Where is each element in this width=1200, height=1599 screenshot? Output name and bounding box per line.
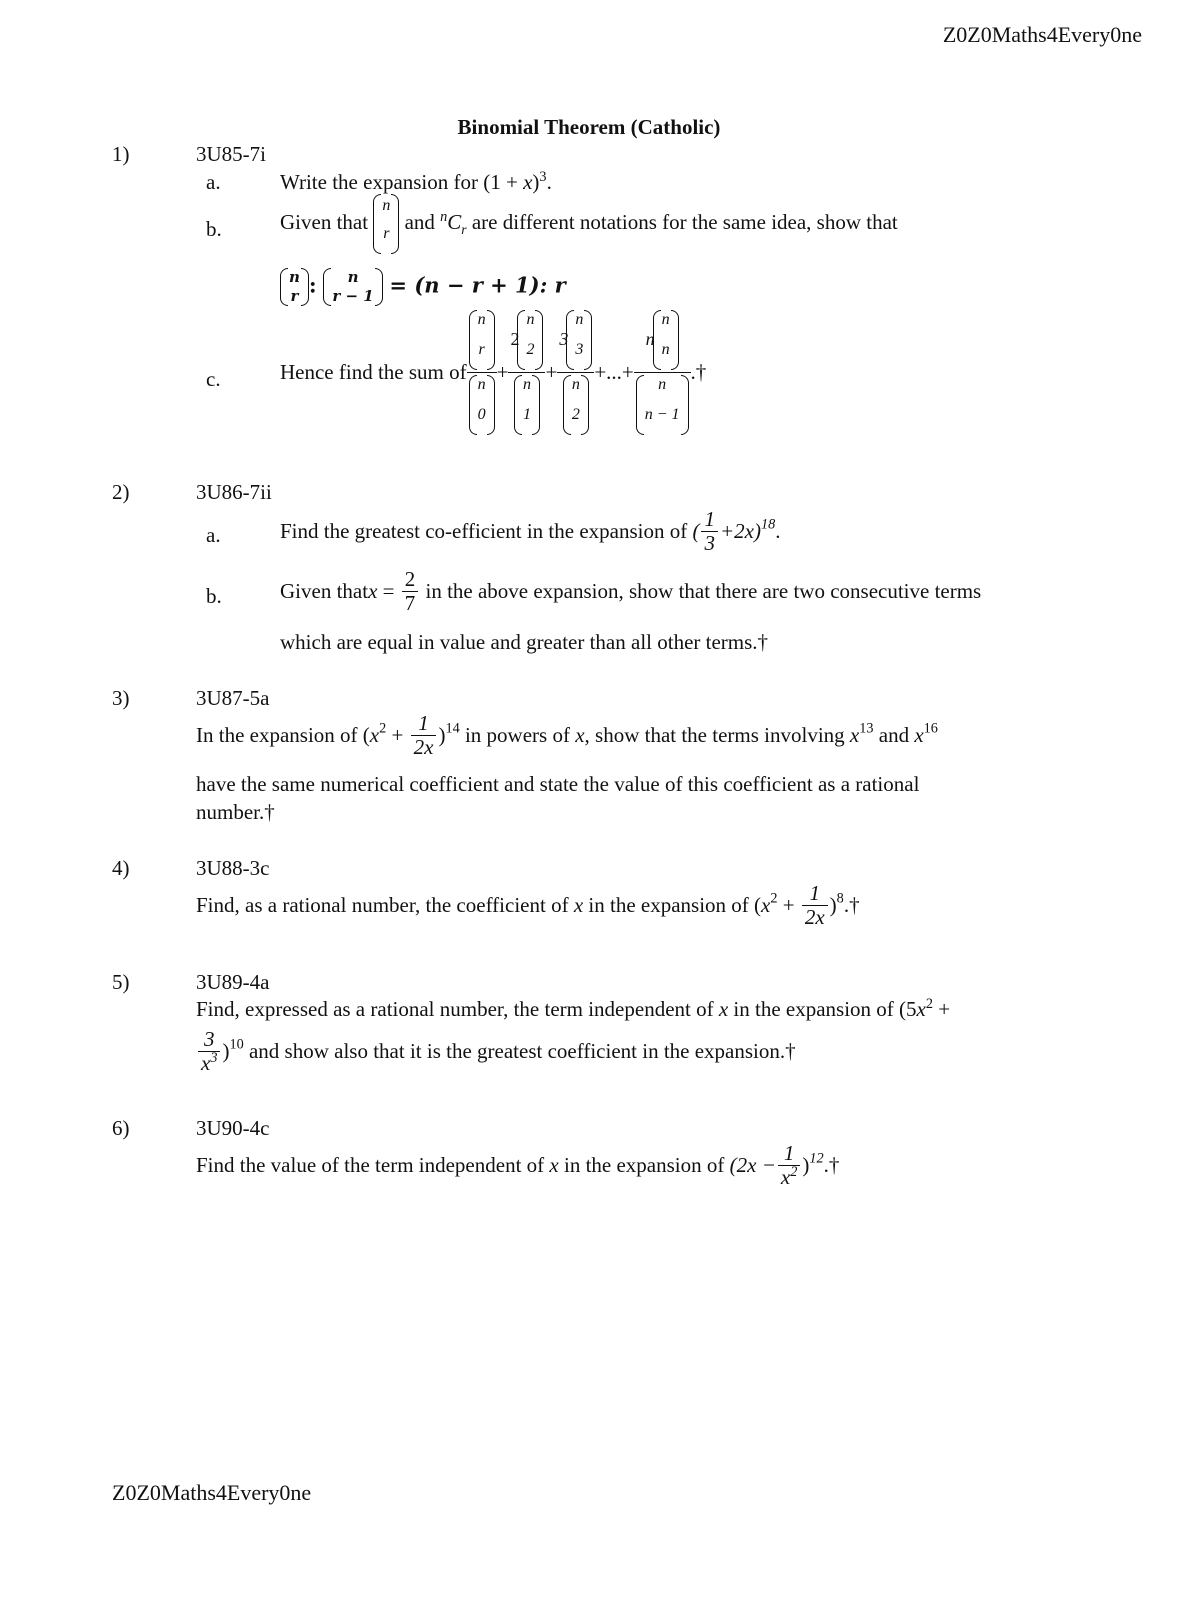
q1-part-b-equation: n r : n r − 1 = (n − r + 1): r [280,268,566,306]
q2-part-a-label: a. [206,523,221,547]
q2-part-a-text: Find the greatest co-efficient in the expansion of ( $\frac{1}{3}$ +2x)$^{18}$. [280,507,781,556]
q5-text-line2: $\frac{3}{x^3}$ )$^{10}$ and show also that it is the greatest coefficient in the expansion.† [196,1028,796,1075]
q1-part-c-label: c. [206,367,221,391]
question-4-number: 4) [112,856,130,880]
question-5-number: 5) [112,970,130,994]
question-3-number: 3) [112,686,130,710]
fraction-3-x3: $\frac{3}{x^3}$ [198,1028,220,1075]
question-6-number: 6) [112,1116,130,1140]
q3-text-line3: number.† [196,800,275,824]
question-3-code: 3U87-5a [196,686,270,710]
q1-part-a-label: a. [206,170,221,194]
fraction-2-7: $\frac{2}{7}$ [402,568,419,615]
q2-part-b-label: b. [206,584,222,608]
sum-term-2: 2 n 2 n 1 [508,310,545,435]
question-6-code: 3U90-4c [196,1116,270,1140]
q1-part-b-text: Given that n r and $^nC_r$ are different notations for the same idea, show that [280,194,898,254]
q3-text-line1: In the expansion of ($x^2$ + $\frac{1}{2x}$ )$^{14}$ in powers of x, show that the terms involving $x^{13}$ and $x^{16}$ [196,711,938,760]
question-1-code: 3U85-7i [196,142,266,166]
binom-n-r-minus-1: n r − 1 [323,268,382,306]
fraction-1-2x: $\frac{1}{2x}$ [411,712,437,759]
fraction-1-2x-q4: $\frac{1}{2x}$ [802,882,828,929]
q1-part-a-text: Write the expansion for $(1 + x)^3$. [280,169,552,194]
page-title: Binomial Theorem (Catholic) [457,115,721,139]
footer-watermark-text: Z0Z0Maths4Every0ne [112,1480,312,1505]
q1-part-b-label: b. [206,217,222,241]
q2-part-b-text: Given thatx = $\frac{2}{7}$ in the above expansion, show that there are two consecutive terms [280,567,982,616]
question-4-code: 3U88-3c [196,856,270,880]
binom-n-r: n r [373,194,399,254]
sum-term-3: 3 n 3 n 2 [557,310,594,435]
fraction-1-x2: $\frac{1}{x^2}$ [778,1142,800,1189]
q6-text: Find the value of the term independent of x in the expansion of (2x − $\frac{1}{x^2}$ )$^{12}$.† [196,1141,840,1190]
binom-n-r-small: n r [280,268,309,306]
q1-part-c-text: Hence find the sum of n r n 0 + 2 n 2 n 1 + 3 n 3 n 2 +...+ n n n n n − 1 .† [280,310,706,435]
sum-term-n: n n n n n − 1 [634,310,691,435]
fraction-1-3: $\frac{1}{3}$ [701,508,718,555]
question-5-code: 3U89-4a [196,970,270,994]
q2-part-b-line2: which are equal in value and greater than all other terms.† [280,630,769,654]
q3-text-line2: have the same numerical coefficient and state the value of this coefficient as a rational [196,772,920,796]
question-2-number: 2) [112,480,130,504]
question-2-code: 3U86-7ii [196,480,272,504]
sum-term-1: n r n 0 [467,310,497,435]
q5-text-line1: Find, expressed as a rational number, the term independent of x in the expansion of ($5x^2$ + [196,996,951,1021]
q4-text: Find, as a rational number, the coefficient of x in the expansion of ($x^2$ + $\frac{1}{2x}$ )$^8$.† [196,881,860,930]
header-watermark-text: Z0Z0Maths4Every0ne [942,22,1142,47]
question-1-number: 1) [112,142,130,166]
